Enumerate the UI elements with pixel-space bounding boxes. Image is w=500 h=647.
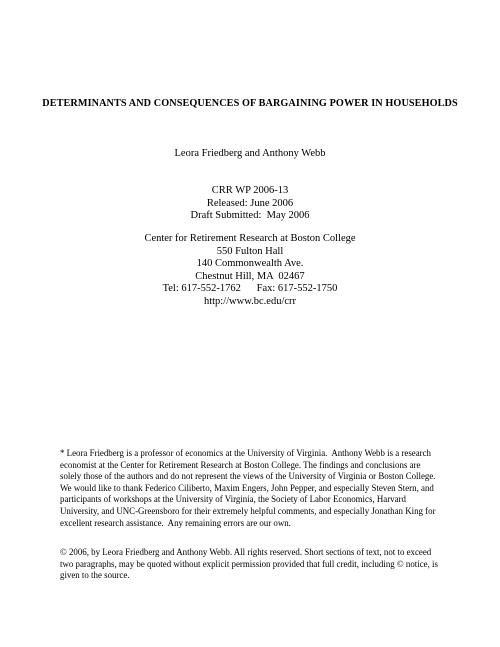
- author-names: Leora Friedberg and Anthony Webb: [174, 148, 326, 159]
- author-footnote: [60, 448, 460, 529]
- footnote-line: We would like to thank Federico Ciliberto, Maxim Engers, John Pepper, and especially Steven Stern, and: [60, 482, 434, 493]
- institution-name: Center for Retirement Research at Boston College: [144, 233, 356, 244]
- footnote-line: University, and UNC-Greensboro for their extremely helpful comments, and especially Jonathan King for: [60, 505, 436, 516]
- institution-street: 140 Commonwealth Ave.: [196, 258, 304, 269]
- footnote-line: * Leora Friedberg is a professor of economics at the University of Virginia. Anthony Webb is a research: [60, 448, 431, 458]
- institution-city: Chestnut Hill, MA 02467: [195, 270, 305, 282]
- institution-hall: 550 Fulton Hall: [216, 245, 284, 257]
- copyright-line: © 2006, by Leora Friedberg and Anthony Webb. All rights reserved. Short sections of text, not to exceed: [60, 547, 432, 557]
- release-date: Released: June 2006: [206, 197, 294, 209]
- institution-url[interactable]: http://www.bc.edu/crr: [203, 295, 297, 307]
- footnote-line: excellent research assistance. Any remaining errors are our own.: [60, 517, 291, 528]
- copyright-line: given to the source.: [60, 570, 130, 581]
- working-paper-info: [0, 185, 500, 223]
- copyright-line: two paragraphs, may be quoted without explicit permission provided that full credit, including © notice, is: [60, 558, 438, 569]
- paper-title: DETERMINANTS AND CONSEQUENCES OF BARGAINING POWER IN HOUSEHOLDS: [42, 98, 458, 109]
- institution-address: [0, 233, 500, 308]
- working-paper-number: CRR WP 2006-13: [211, 185, 289, 196]
- institution-phone-fax: Tel: 617-552-1762 Fax: 617-552-1750: [162, 283, 338, 294]
- copyright-notice: [60, 547, 460, 582]
- footnote-line: participants of workshops at the University of Virginia, the Society of Labor Economics, Harvard: [60, 494, 406, 505]
- footnote-line: economist at the Center for Retirement Research at Boston College. The findings and conclusions are: [60, 459, 421, 470]
- submission-date: Draft Submitted: May 2006: [190, 210, 310, 221]
- footnote-line: solely those of the authors and do not represent the views of the University of Virginia or Boston College.: [60, 471, 436, 482]
